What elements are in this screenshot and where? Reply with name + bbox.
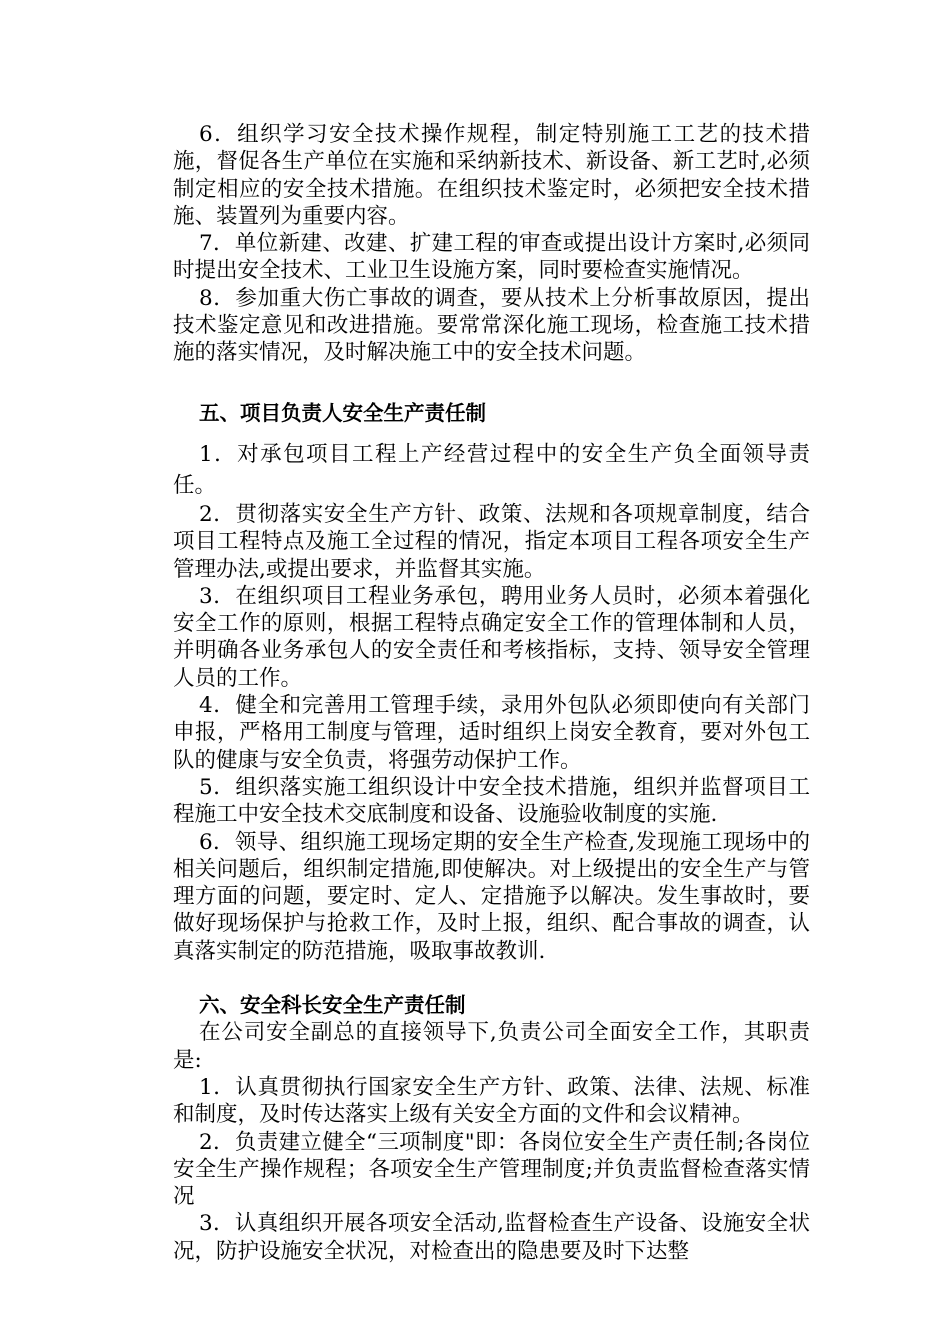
document-page — [173, 121, 810, 1265]
section6-intro: 在公司安全副总的直接领导下,负责公司全面安全工作，其职责是: — [173, 1020, 810, 1073]
section4-item-8: 8．参加重大伤亡事故的调查，要从技术上分析事故原因，提出技术鉴定意见和改进措施。要常常深化施工现场，检查施工技术措施的落实情况，及时解决施工中的安全技术问题。 — [173, 285, 810, 366]
section5-item-1: 1．对承包项目工程上产经营过程中的安全生产负全面领导责任。 — [173, 441, 810, 498]
section5-heading: 五、项目负责人安全生产责任制 — [199, 400, 486, 425]
section6-item-2: 2．负责建立健全“三项制度"即：各岗位安全生产责任制;各岗位安全生产操作规程；各项安全生产管理制度;并负责监督检查落实情况 — [173, 1129, 810, 1210]
spacer — [173, 367, 810, 400]
section5-item-5: 5．组织落实施工组织设计中安全技术措施，组织并监督项目工程施工中安全技术交底制度和设备、设施验收制度的实施. — [173, 774, 810, 828]
spacer — [173, 427, 810, 435]
section5-item-6: 6．领导、组织施工现场定期的安全生产检查,发现施工现场中的相关问题后，组织制定措施,即使解决。对上级提出的安全生产与管理方面的问题，要定时、定人、定措施予以解决。发生事故时，要做好现场保护与抢救工作，及时上报，组织、配合事故的调查，认真落实制定的防范措施，吸取事故教训. — [173, 829, 810, 964]
section6-item-3: 3．认真组织开展各项安全活动,监督检查生产设备、设施安全状况，防护设施安全状况，对检查出的隐患要及时下达整 — [173, 1211, 810, 1264]
section4-item-7: 7．单位新建、改建、扩建工程的审查或提出设计方案时,必须同时提出安全技术、工业卫生设施方案，同时要检查实施情况。 — [173, 231, 810, 284]
section5-item-4: 4．健全和完善用工管理手续，录用外包队必须即使向有关部门申报，严格用工制度与管理，适时组织上岗安全教育，要对外包工队的健康与安全负责，将强劳动保护工作。 — [173, 693, 810, 773]
section6-heading: 六、安全科长安全生产责任制 — [199, 993, 466, 1018]
section6-item-1: 1．认真贯彻执行国家安全生产方针、政策、法律、法规、标准和制度，及时传达落实上级有关安全方面的文件和会议精神。 — [173, 1074, 810, 1128]
spacer — [173, 965, 810, 992]
section5-item-2: 2．贯彻落实安全生产方针、政策、法规和各项规章制度，结合项目工程特点及施工全过程的情况，指定本项目工程各项安全生产管理办法,或提出要求，并监督其实施。 — [173, 501, 810, 582]
section5-item-3: 3．在组织项目工程业务承包，聘用业务人员时，必须本着强化安全工作的原则，根据工程特点确定安全工作的管理体制和人员，并明确各业务承包人的安全责任和考核指标，支持、领导安全管理人员的工作。 — [173, 583, 810, 691]
section4-item-6: 6．组织学习安全技术操作规程，制定特别施工工艺的技术措施，督促各生产单位在实施和采纳新技术、新设备、新工艺时,必须制定相应的安全技术措施。在组织技术鉴定时，必须把安全技术措施、装置列为重要内容。 — [173, 122, 810, 229]
